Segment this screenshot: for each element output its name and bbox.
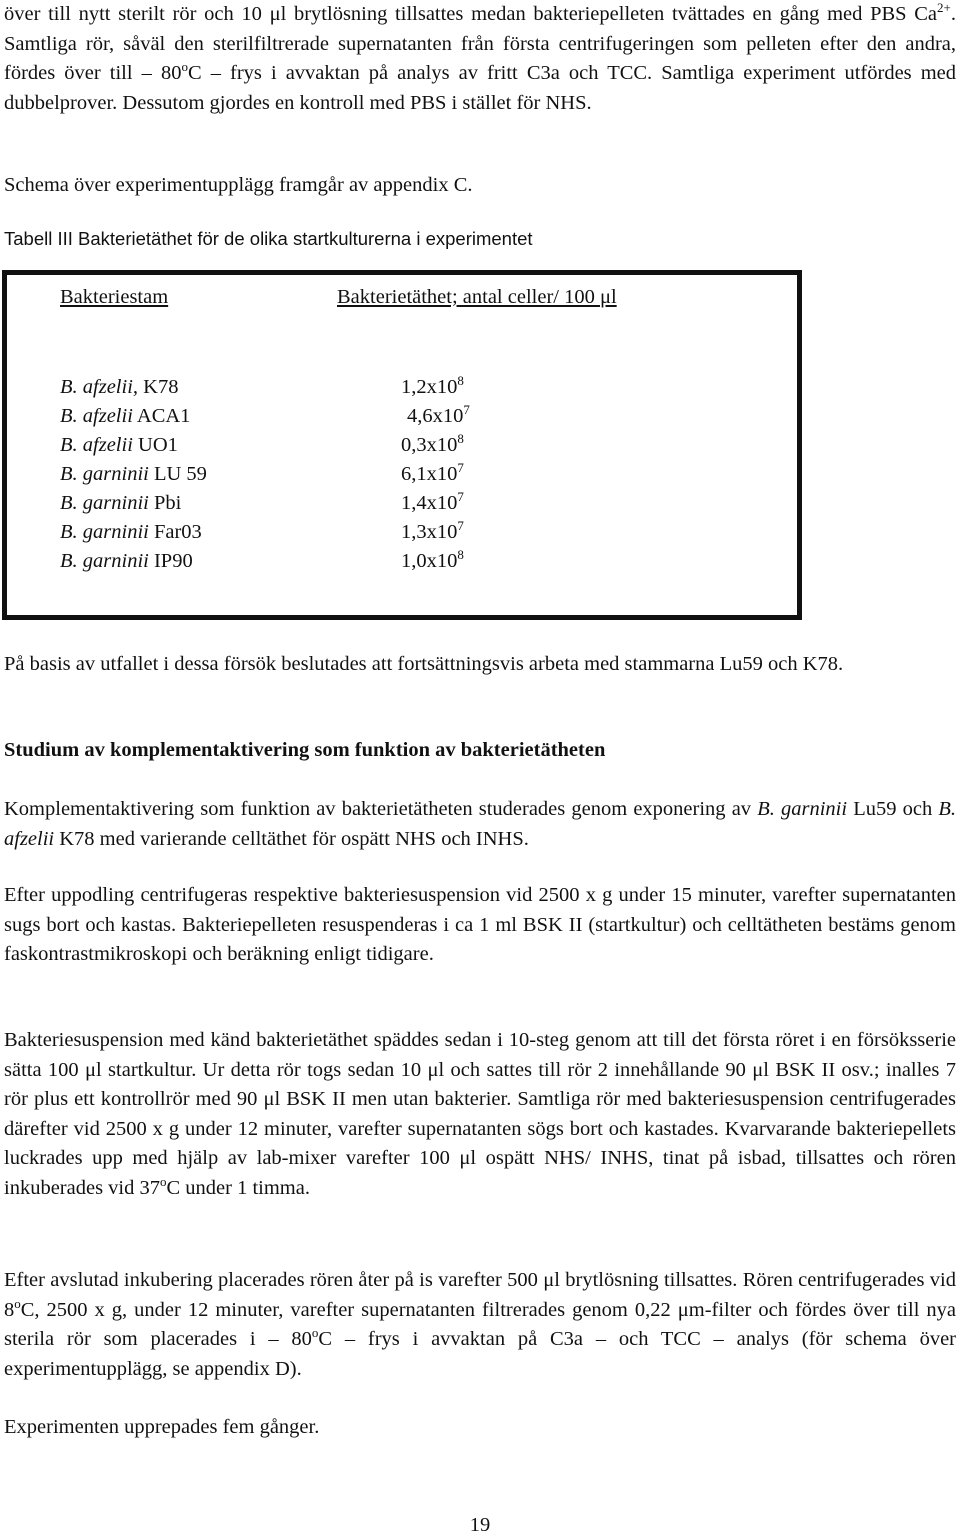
mu-symbol: μ xyxy=(269,3,281,25)
text: l brytlösning tillsattes. Rören centrifugerades vid 8 xyxy=(4,1269,956,1321)
table-row xyxy=(60,547,193,576)
mantissa: 6,1x10 xyxy=(401,463,458,485)
text: l brytlösning tillsattes medan bakteriepelleten tvättades en gång med PBS Ca xyxy=(280,3,938,25)
mantissa: 1,4x10 xyxy=(401,492,458,514)
exponent: 8 xyxy=(457,431,464,446)
text: C, 2500 x g, under 12 minuter, varefter supernatanten filtrerades genom 0,22 xyxy=(20,1298,678,1321)
text: C under 1 timma. xyxy=(166,1176,310,1199)
genus: B. xyxy=(60,376,78,398)
mu-symbol: μ xyxy=(263,1088,275,1110)
mu-symbol: μ xyxy=(677,1298,689,1321)
genus: B. xyxy=(60,434,78,456)
mu-symbol: μ xyxy=(459,1147,471,1169)
text: l BSK II men utan bakterier. Samtliga rör med bakteriesuspension centrifugerades därefter vid 2500 x g under 12 minuter, varefter supernatanten sögs bort och kastades. Kvarvarande bakteriepellets luckrades upp med hjälp av lab-mixer varefter 100 xyxy=(4,1088,956,1169)
strain: LU 59 xyxy=(153,463,207,485)
superscript: o xyxy=(160,1173,167,1189)
paragraph-uppodling: Efter uppodling centrifugeras respektive bakteriesuspension vid 2500 x g under 15 minuter, varefter supernatanten sugs bort och kastas. Bakteriepelleten resuspenderas i ca 1 ml BSK II (startkultur) och celltätheten bestäms genom faskontrastmikroskopi och beräkning enligt tidigare. xyxy=(4,884,956,965)
density-value xyxy=(401,547,464,576)
species: garninii xyxy=(82,492,149,514)
genus: B. xyxy=(60,550,78,572)
text: l startkultur. Ur detta rör togs sedan 10 xyxy=(96,1058,428,1081)
text: . Samtliga rör, såväl den sterilfiltrerade supernatanten från första centrifugeringen som pelleten efter den andra, fördes över till – 80 xyxy=(4,3,956,84)
mantissa: 1,0x10 xyxy=(401,550,458,572)
density-value xyxy=(407,402,470,431)
text: Efter avslutad inkubering placerades rören åter på is varefter 500 xyxy=(4,1269,544,1291)
strain: Pbi xyxy=(153,492,182,514)
exponent: 7 xyxy=(457,460,464,475)
mu-symbol: μ xyxy=(85,1058,97,1081)
mantissa: 1,3x10 xyxy=(401,521,458,543)
strain: IP90 xyxy=(153,550,193,572)
superscript: o xyxy=(181,59,188,74)
genus: B. xyxy=(60,463,78,485)
text: över till nytt sterilt rör och 10 xyxy=(4,3,270,25)
text: l och sattes till rör 2 innehållande 90 xyxy=(438,1058,753,1081)
mantissa: 1,2x10 xyxy=(401,376,458,398)
exponent: 7 xyxy=(463,402,470,417)
table-row xyxy=(60,431,178,460)
page-number: 19 xyxy=(469,1514,491,1536)
table-caption: Tabell III Bakterietäthet för de olika startkulturerna i experimentet xyxy=(4,228,533,249)
density-value xyxy=(401,373,464,402)
schema-line: Schema över experimentupplägg framgår av appendix C. xyxy=(4,174,473,196)
section-heading: Studium av komplementaktivering som funktion av bakterietätheten xyxy=(4,739,606,761)
text: Bakterietäthet; antal celler/ 100 xyxy=(337,286,600,308)
text: C – frys i avvaktan på analys av fritt C3a och TCC. Samtliga experiment utfördes med dubbelprover. Dessutom gjordes en kontroll med PBS i stället för NHS. xyxy=(4,62,956,114)
paragraph-avslutad xyxy=(4,1266,956,1384)
exponent: 7 xyxy=(457,518,464,533)
density-value xyxy=(401,460,464,489)
species: afzelii, xyxy=(82,376,139,398)
genus: B. xyxy=(60,405,78,427)
mantissa: 4,6x10 xyxy=(407,405,464,427)
superscript: o xyxy=(311,1325,319,1340)
table-row xyxy=(60,402,190,431)
species: garninii xyxy=(82,463,149,485)
paragraph-intro xyxy=(4,0,956,118)
species: afzelii xyxy=(82,405,133,427)
genus: B. xyxy=(60,492,78,514)
mu-symbol: μ xyxy=(752,1058,764,1081)
table-header-density xyxy=(337,286,617,309)
text: Bakteriesuspension med känd bakterietäthet späddes sedan i 10-steg genom att till det första röret i en försöksserie sätta 100 xyxy=(4,1029,956,1081)
text: l xyxy=(610,286,617,308)
paragraph-basis: På basis av utfallet i dessa försök beslutades att fortsättningsvis arbeta med stammarna Lu59 och K78. xyxy=(4,653,844,675)
species: garninii xyxy=(82,550,149,572)
species: afzelii xyxy=(82,434,133,456)
text: C – frys i avvaktan på C3a – och TCC – analys (för schema över experimentupplägg, se appendix D). xyxy=(4,1328,956,1380)
paragraph-suspension xyxy=(4,1026,956,1203)
species-italic: B. afzelii xyxy=(4,798,956,850)
text: l BSK II osv.; inalles 7 rör plus ett kontrollrör med 90 xyxy=(4,1058,956,1110)
table-row xyxy=(60,460,207,489)
text: l ospätt NHS/ INHS, tinat på isbad, tillsattes och rören inkuberades vid 37 xyxy=(4,1147,956,1199)
strain: ACA1 xyxy=(136,405,191,427)
density-value xyxy=(401,431,464,460)
table-header-strain: Bakteriestam xyxy=(60,286,169,308)
superscript: 2+ xyxy=(937,0,951,15)
paragraph-final: Experimenten upprepades fem gånger. xyxy=(4,1416,320,1438)
table-row xyxy=(60,373,178,402)
superscript: o xyxy=(14,1295,21,1311)
species-italic: B. garninii xyxy=(757,798,848,820)
table-row xyxy=(60,518,202,547)
density-value xyxy=(401,518,464,547)
genus: B. xyxy=(60,521,78,543)
strain: UO1 xyxy=(138,434,178,456)
exponent: 8 xyxy=(457,373,464,388)
text: Komplementaktivering som funktion av bakterietätheten studerades genom exponering av xyxy=(4,798,758,820)
mu-symbol: μ xyxy=(543,1269,555,1291)
species: garninii xyxy=(82,521,149,543)
mantissa: 0,3x10 xyxy=(401,434,458,456)
text: K78 med varierande celltäthet för ospätt NHS och INHS. xyxy=(54,827,529,850)
exponent: 7 xyxy=(457,489,464,504)
strain: Far03 xyxy=(153,521,202,543)
paragraph-komplement xyxy=(4,795,956,854)
strain: K78 xyxy=(143,376,179,398)
mu-symbol: μ xyxy=(427,1058,439,1081)
text: Lu59 och xyxy=(847,798,939,820)
density-value xyxy=(401,489,464,518)
table-row xyxy=(60,489,181,518)
exponent: 8 xyxy=(457,547,464,562)
text: m-filter och fördes över till nya sterila rör som placerades i – 80 xyxy=(4,1298,956,1350)
mu-symbol: μ xyxy=(599,286,611,308)
